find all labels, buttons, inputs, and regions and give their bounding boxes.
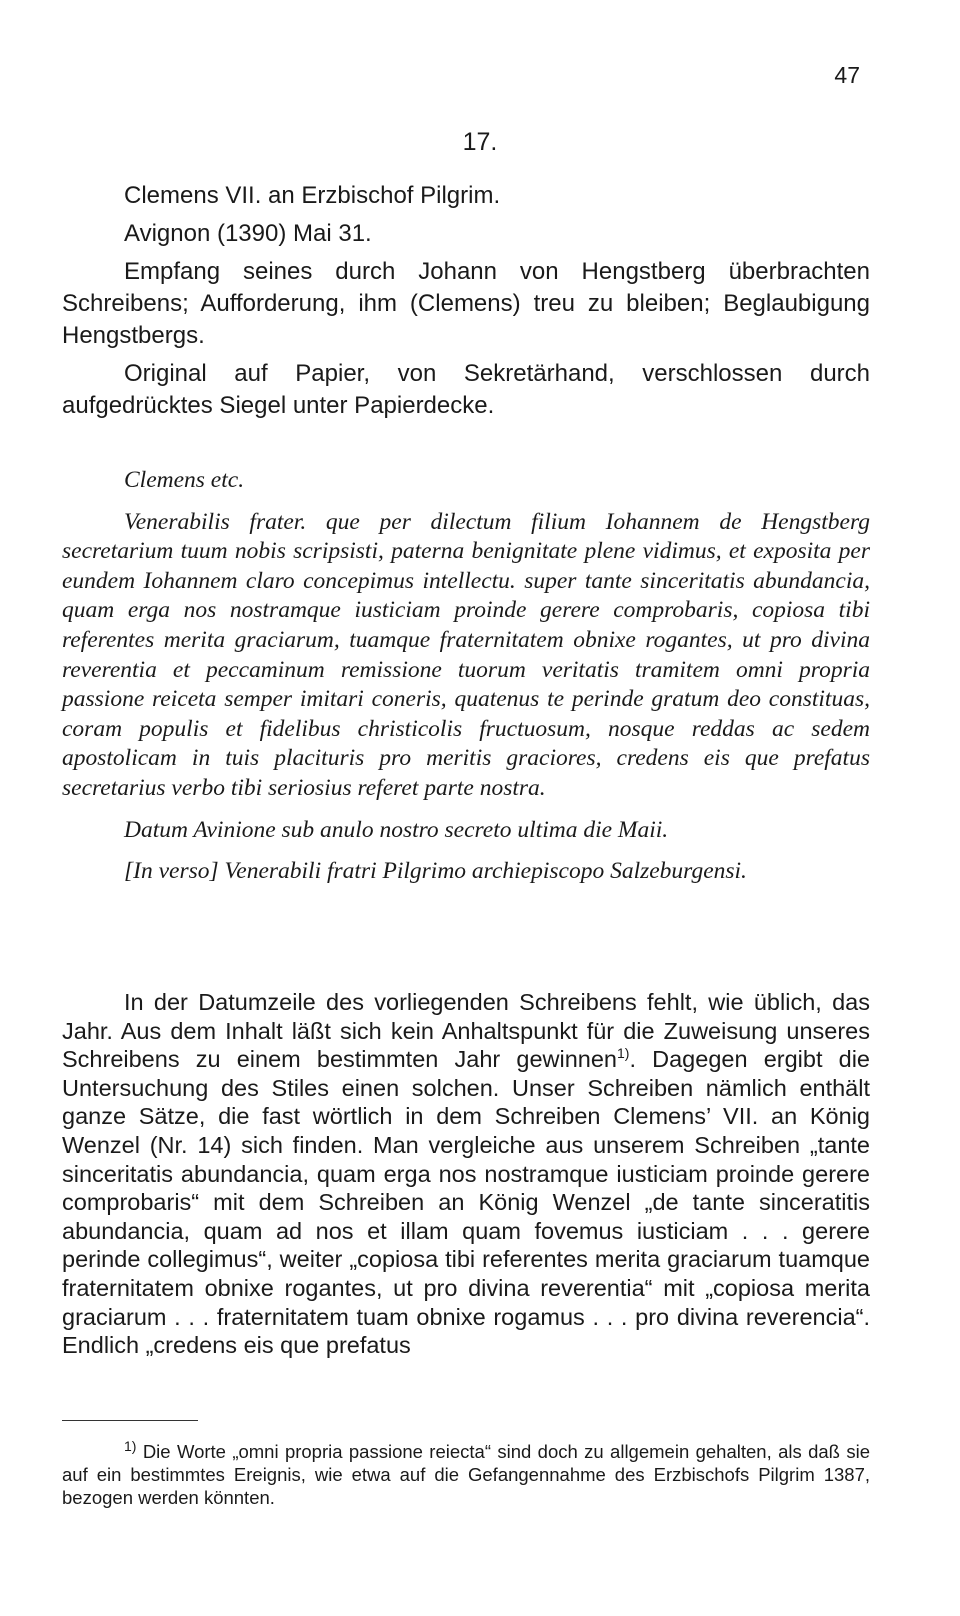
document-title: Clemens VII. an Erzbischof Pilgrim.: [124, 182, 501, 209]
commentary: [62, 988, 870, 1360]
letter-salutation: Clemens etc.: [124, 467, 245, 493]
page-number: 47: [834, 62, 860, 88]
document-description: Original auf Papier, von Sekretärhand, verschlossen durch aufgedrücktes Siegel unter Papierdecke.: [62, 360, 870, 419]
document-header: [62, 180, 870, 422]
document-date: Avignon (1390) Mai 31.: [124, 220, 372, 247]
letter-dating: Datum Avinione sub anulo nostro secreto ultima die Maii.: [124, 816, 669, 843]
letter-body: Venerabilis frater. que per dilectum filium Iohannem de Hengstberg secretarium tuum nobis scripsisti, paterna benignitate plene vidimus, et exposita per eundem Iohannem claro concepimus intellectu. super tante sinceritatis abundancia, quam erga nos nostramque iusticiam proinde gerere comprobaris, copiosa tibi referentes merita graciarum, tuamque fraternitatem obnixe rogantes, ut pro divina reverentia et peccaminum remissione tuorum veritatis tramitem omni propria passione reiceta semper imitari coneris, quatenus te perinde gratum deo constituas, coram populis et fidelibus christicolis fructuosum, nosque reddas ac sedem apostolicam in tuis placituris pro meritis graciores, credens eis que prefatus secretarius verbo tibi seriosius referet parte nostra.: [62, 508, 870, 801]
footnote-reference: 1): [617, 1045, 630, 1062]
footnote-paragraph: [62, 1437, 870, 1509]
footnote-marker: 1): [124, 1437, 137, 1454]
commentary-text-before: In der Datumzeile des vorliegenden Schreibens fehlt, wie üblich, das Jahr. Aus dem Inhalt läßt sich kein Anhaltspunkt für die Zuweisung unseres Schreibens zu einem bestimmten Jahr gewinnen: [62, 989, 870, 1073]
document-number: 17.: [462, 128, 498, 156]
footnote: [62, 1437, 870, 1509]
letter-text: [62, 466, 870, 887]
commentary-text-after: . Dagegen ergibt die Untersuchung des Stiles einen solchen. Unser Schreiben nämlich enthält ganze Sätze, die fast wörtlich in dem Schreiben Clemens’ VII. an König Wenzel (Nr. 14) sich finden. Man vergleiche aus unserem Schreiben „tante sinceritatis abundancia, quam erga nos nostramque iusticiam proinde gerere comprobaris“ mit dem Schreiben an König Wenzel „de tante sinceratitis abundancia, quam ad nos et illam quam fovemus iusticiam . . . gerere perinde collegimus“, weiter „copiosa tibi referentes merita graciarum tuamque fraternitatem obnixe rogantes, ut pro divina reverentia“ mit „copiosa merita graciarum . . . fraternitatem tuam obnixe rogamus . . . pro divina reverencia“. Endlich „credens eis que prefatus: [62, 1046, 871, 1359]
footnote-text: Die Worte „omni propria passione reiecta“ sind doch zu allgemein gehalten, als daß sie auf ein bestimmtes Ereignis, wie etwa auf die Gefangennahme des Erzbischofs Pilgrim 1387, bezogen werden könnten.: [62, 1441, 870, 1508]
commentary-paragraph: [62, 988, 870, 1360]
letter-verso: [In verso] Venerabili fratri Pilgrimo archiepiscopo Salzeburgensi.: [124, 858, 747, 885]
document-summary: Empfang seines durch Johann von Hengstberg überbrachten Schreibens; Aufforderung, ihm (Clemens) treu zu bleiben; Beglaubigung Hengstbergs.: [62, 258, 870, 349]
footnote-separator: [62, 1420, 198, 1421]
